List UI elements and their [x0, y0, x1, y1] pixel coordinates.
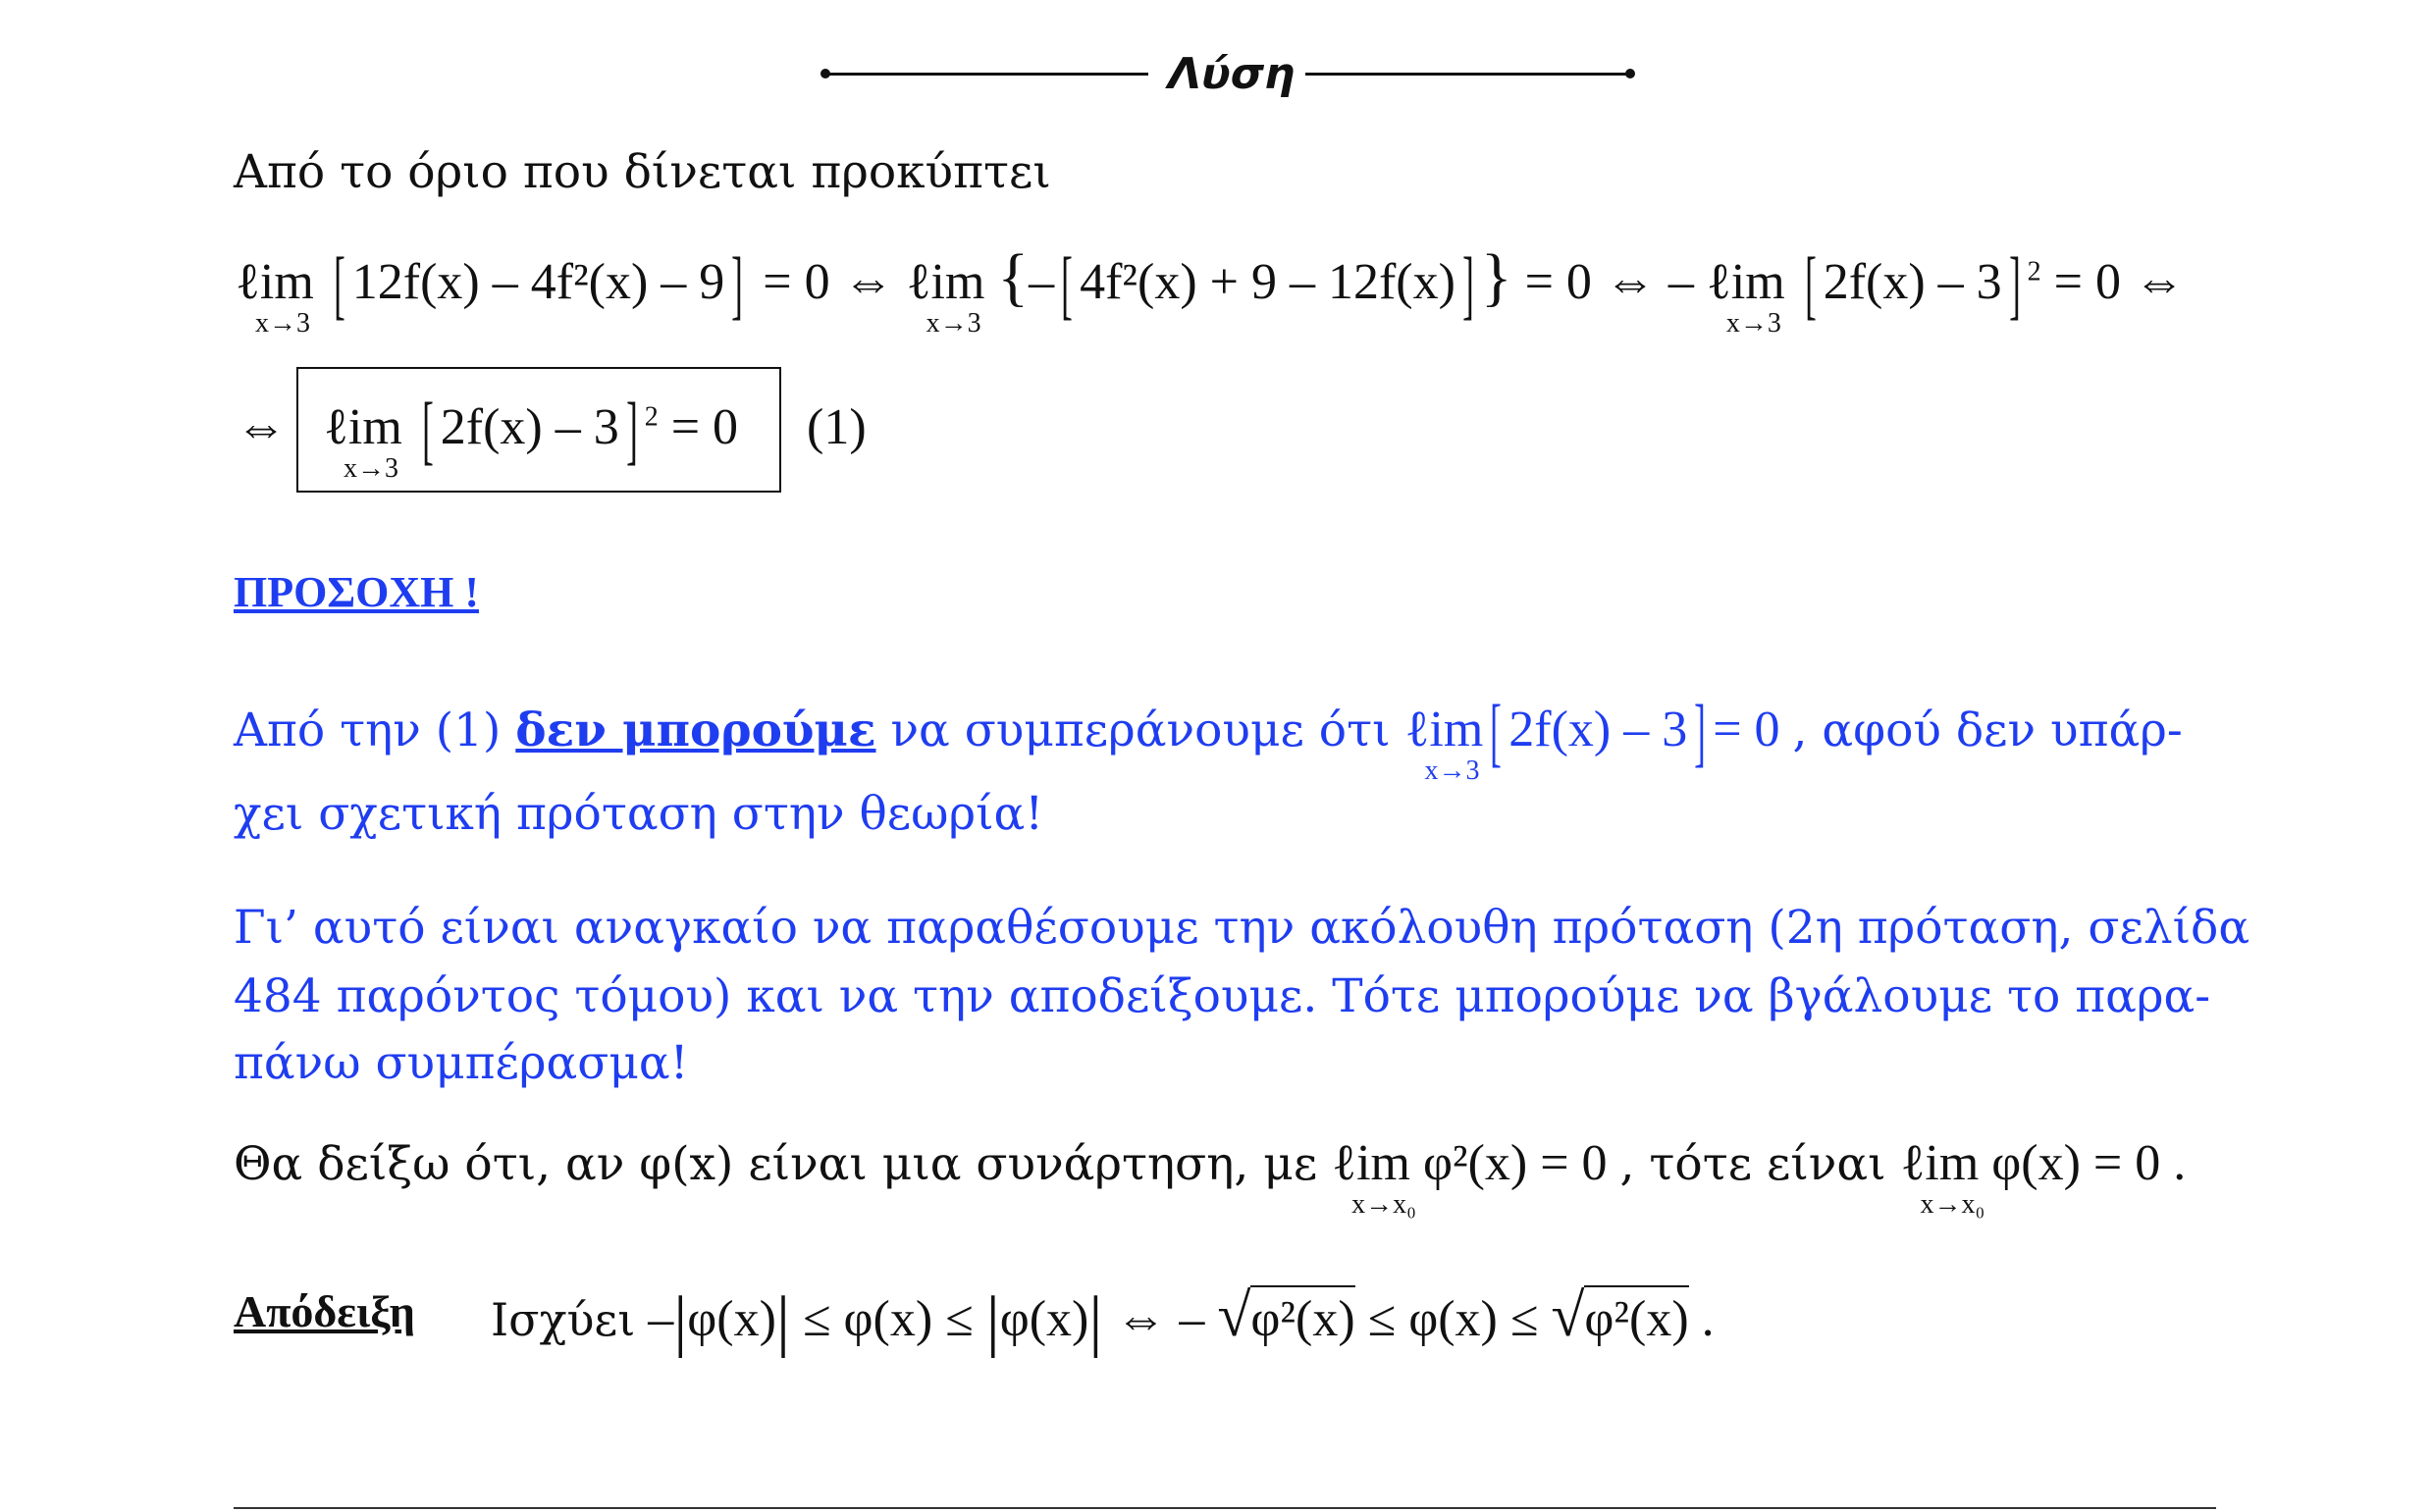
proof-le1: ≤ φ(x) ≤: [802, 1291, 974, 1347]
bracket-open: [: [1490, 689, 1503, 774]
eq2-prefix: ⇔: [236, 399, 287, 455]
bracket-close: ]: [1462, 241, 1474, 327]
claim-expr1: φ²(x) = 0: [1422, 1135, 1608, 1191]
para1-emphasis: δεν μπορούμε: [515, 704, 876, 757]
limit-operator: ℓim x→3: [906, 254, 985, 339]
limit-subscript: x→x₀: [1920, 1189, 1985, 1220]
proof-abs2: φ(x): [999, 1291, 1089, 1347]
bracket-close: ]: [625, 387, 638, 472]
eq1-end3: = 0 ⇔: [2053, 254, 2185, 310]
abs-bar: |: [1088, 1283, 1103, 1359]
bracket-open: [: [333, 241, 345, 327]
proof-equiv: ⇔ –: [1115, 1291, 1205, 1347]
proof-holds: Ισχύει: [491, 1293, 636, 1346]
claim-limit-2: [1900, 1135, 2187, 1220]
header-right-rule: [1305, 73, 1629, 76]
proof-title: Απόδειξη: [234, 1286, 415, 1336]
proof-minus: –: [648, 1291, 674, 1347]
header-left-rule: [824, 73, 1148, 76]
para1-body: 2f(x) – 3: [1508, 702, 1688, 757]
eq2-body: 2f(x) – 3: [440, 399, 619, 455]
para2-line2: 484 παρόντος τόμου) και να την αποδείξουμε. Τότε μπορούμε να βγάλουμε το παρα-: [234, 969, 2211, 1023]
abs-bar: |: [985, 1283, 1000, 1359]
brace-close: }: [1480, 241, 1512, 313]
limit-operator: ℓim x→3: [1706, 254, 1785, 339]
equation-1: ℓim x→3 [ 12f(x) – 4f²(x) – 9] = 0 ⇔ ℓim x→3 {–[ 4f²(x) + 9 – 12f(x)] } = 0 ⇔ – ℓim x→3 [ 2f(x) – 3] $^2$ = 0 ⇔: [236, 241, 2185, 339]
bracket-close: ]: [731, 241, 744, 327]
claim-limit-1: [1332, 1135, 1619, 1220]
proof-sqrt2: φ²(x): [1584, 1285, 1688, 1347]
limit-operator: ℓim x→x₀: [1332, 1135, 1416, 1220]
eq1-part3: 2f(x) – 3: [1823, 254, 2002, 310]
eq1-mid1: = 0 ⇔: [763, 254, 894, 310]
limit-subscript: x→3: [344, 453, 398, 484]
limit-operator: ℓim x→3: [236, 254, 314, 339]
bracket-open: [: [421, 387, 434, 472]
proof-expression: [491, 1282, 1715, 1359]
limit-operator: ℓim x→x₀: [1900, 1135, 1985, 1220]
para1-line2: χει σχετική πρόταση στην θεωρία!: [234, 787, 1044, 841]
intro-text: Από το όριο που δίνεται προκύπτει: [234, 145, 1051, 199]
claim-start: Θα δείξω ότι, αν φ(x) είναι μια συνάρτηση, με: [234, 1137, 1318, 1191]
eq2-end: = 0: [670, 399, 739, 455]
proof-le2: ≤ φ(x) ≤: [1367, 1291, 1539, 1347]
para1-mid: να συμπεράνουμε ότι: [890, 704, 1391, 757]
eq1-part1: 12f(x) – 4f²(x) – 9: [351, 254, 725, 310]
exponent-2: 2: [644, 401, 659, 433]
bracket-close: ]: [1694, 689, 1707, 774]
limit-subscript: x→3: [1725, 308, 1781, 339]
warning-title: ΠΡΟΣΟΧΗ !: [234, 568, 479, 616]
header-right-dot: [1625, 69, 1635, 78]
para1-start: Από την (1): [234, 704, 502, 757]
claim-line: [234, 1135, 2187, 1220]
para1-eq: = 0: [1713, 702, 1780, 757]
claim-expr2: φ(x) = 0 .: [1991, 1135, 2187, 1191]
bracket-close: ]: [2008, 241, 2021, 327]
para1-line1: [234, 689, 2183, 786]
eq1-mid2: = 0 ⇔ –: [1524, 254, 1694, 310]
sqrt-sign: √: [1551, 1282, 1585, 1349]
limit-subscript: x→3: [1424, 756, 1480, 786]
para2-line3: πάνω συμπέρασμα!: [234, 1036, 689, 1090]
bracket-open: [: [1061, 241, 1073, 327]
para1-limit-expression: [1404, 689, 1792, 786]
limit-operator: ℓim x→3: [324, 399, 402, 484]
abs-bar: |: [673, 1283, 688, 1359]
exponent-2: 2: [2027, 256, 2041, 287]
equation-2: [324, 387, 739, 484]
limit-subscript: x→x₀: [1351, 1189, 1416, 1220]
equation-label: (1): [807, 399, 867, 455]
brace-open: {: [997, 241, 1030, 313]
limit-subscript: x→3: [926, 308, 981, 339]
sqrt-sign: √: [1217, 1282, 1251, 1349]
header-title: Λύση: [1168, 49, 1296, 99]
para1-end: , αφού δεν υπάρ-: [1792, 704, 2183, 757]
abs-bar: |: [775, 1283, 790, 1359]
eq1-part2: 4f²(x) + 9 – 12f(x): [1080, 254, 1455, 310]
bracket-open: [: [1804, 241, 1817, 327]
claim-mid: , τότε είναι: [1619, 1137, 1886, 1191]
proof-sqrt1: φ²(x): [1250, 1285, 1354, 1347]
proof-abs1: φ(x): [687, 1291, 776, 1347]
footer-rule: [234, 1507, 2216, 1509]
proof-end: .: [1701, 1291, 1715, 1347]
para2-line1: Γι’ αυτό είναι αναγκαίο να παραθέσουμε την ακόλουθη πρόταση (2η πρόταση, σελίδα: [234, 901, 2250, 955]
limit-subscript: x→3: [255, 308, 310, 339]
limit-operator: ℓim x→3: [1404, 702, 1484, 786]
